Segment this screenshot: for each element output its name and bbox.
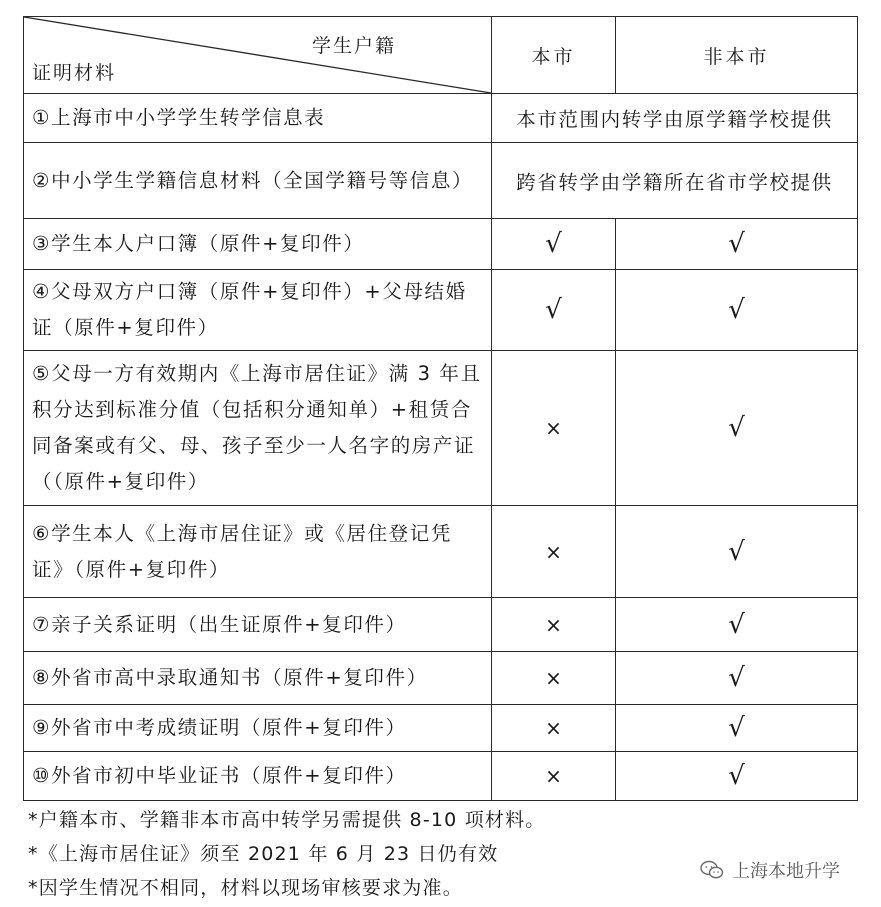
- nonlocal-required-mark: √: [616, 270, 858, 351]
- table-row: [24, 598, 858, 652]
- table-row: [24, 506, 858, 598]
- material-item: ②中小学生学籍信息材料（全国学籍号等信息）: [24, 143, 492, 219]
- nonlocal-required-mark: √: [616, 652, 858, 705]
- material-item: ④父母双方户口簿（原件+复印件）+父母结婚证（原件+复印件）: [24, 270, 492, 351]
- wechat-account-brand: [700, 857, 840, 883]
- table-row: [24, 219, 858, 270]
- material-item: ①上海市中小学学生转学信息表: [24, 94, 492, 143]
- provided-by-note: 本市范围内转学由原学籍学校提供: [492, 94, 858, 143]
- table-row: [24, 652, 858, 705]
- footnote: *《上海市居住证》须至 2021 年 6 月 23 日仍有效: [28, 843, 499, 865]
- local-required-mark: ×: [492, 351, 616, 506]
- column-header-nonlocal: 非本市: [616, 17, 858, 94]
- nonlocal-required-mark: √: [616, 752, 858, 801]
- material-item: ⑧外省市高中录取通知书（原件+复印件）: [24, 652, 492, 705]
- diagonal-header-cell: [24, 17, 492, 94]
- wechat-icon: [700, 860, 724, 880]
- material-item: ⑥学生本人《上海市居住证》或《居住登记凭证》（原件+复印件）: [24, 506, 492, 598]
- table-row: [24, 351, 858, 506]
- local-required-mark: ×: [492, 705, 616, 752]
- footnote: *因学生情况不相同，材料以现场审核要求为准。: [28, 877, 463, 899]
- table-row: [24, 143, 858, 219]
- nonlocal-required-mark: √: [616, 506, 858, 598]
- table-row: [24, 94, 858, 143]
- provided-by-note: 跨省转学由学籍所在省市学校提供: [492, 143, 858, 219]
- table-row: [24, 705, 858, 752]
- material-item: ⑤父母一方有效期内《上海市居住证》满 3 年且积分达到标准分值（包括积分通知单）+租赁合同备案或有父、母、孩子至少一人名字的房产证（（原件+复印件）: [24, 351, 492, 506]
- footnotes: [28, 803, 546, 905]
- local-required-mark: ×: [492, 652, 616, 705]
- material-item: ③学生本人户口簿（原件+复印件）: [24, 219, 492, 270]
- material-item: ⑨外省市中考成绩证明（原件+复印件）: [24, 705, 492, 752]
- material-item: ⑦亲子关系证明（出生证原件+复印件）: [24, 598, 492, 652]
- local-required-mark: √: [492, 219, 616, 270]
- materials-table: [23, 16, 858, 801]
- header-materials-label: 证明材料: [32, 62, 117, 84]
- column-header-local: 本市: [492, 17, 616, 94]
- nonlocal-required-mark: √: [616, 351, 858, 506]
- nonlocal-required-mark: √: [616, 219, 858, 270]
- table-row: [24, 270, 858, 351]
- local-required-mark: ×: [492, 752, 616, 801]
- local-required-mark: ×: [492, 506, 616, 598]
- brand-name: 上海本地升学: [732, 861, 840, 882]
- footnote: *户籍本市、学籍非本市高中转学另需提供 8-10 项材料。: [28, 809, 546, 831]
- local-required-mark: √: [492, 270, 616, 351]
- nonlocal-required-mark: √: [616, 705, 858, 752]
- material-item: ⑩外省市初中毕业证书（原件+复印件）: [24, 752, 492, 801]
- header-household-label: 学生户籍: [311, 35, 396, 57]
- table-header-row: [24, 17, 858, 94]
- local-required-mark: ×: [492, 598, 616, 652]
- nonlocal-required-mark: √: [616, 598, 858, 652]
- table-row: [24, 752, 858, 801]
